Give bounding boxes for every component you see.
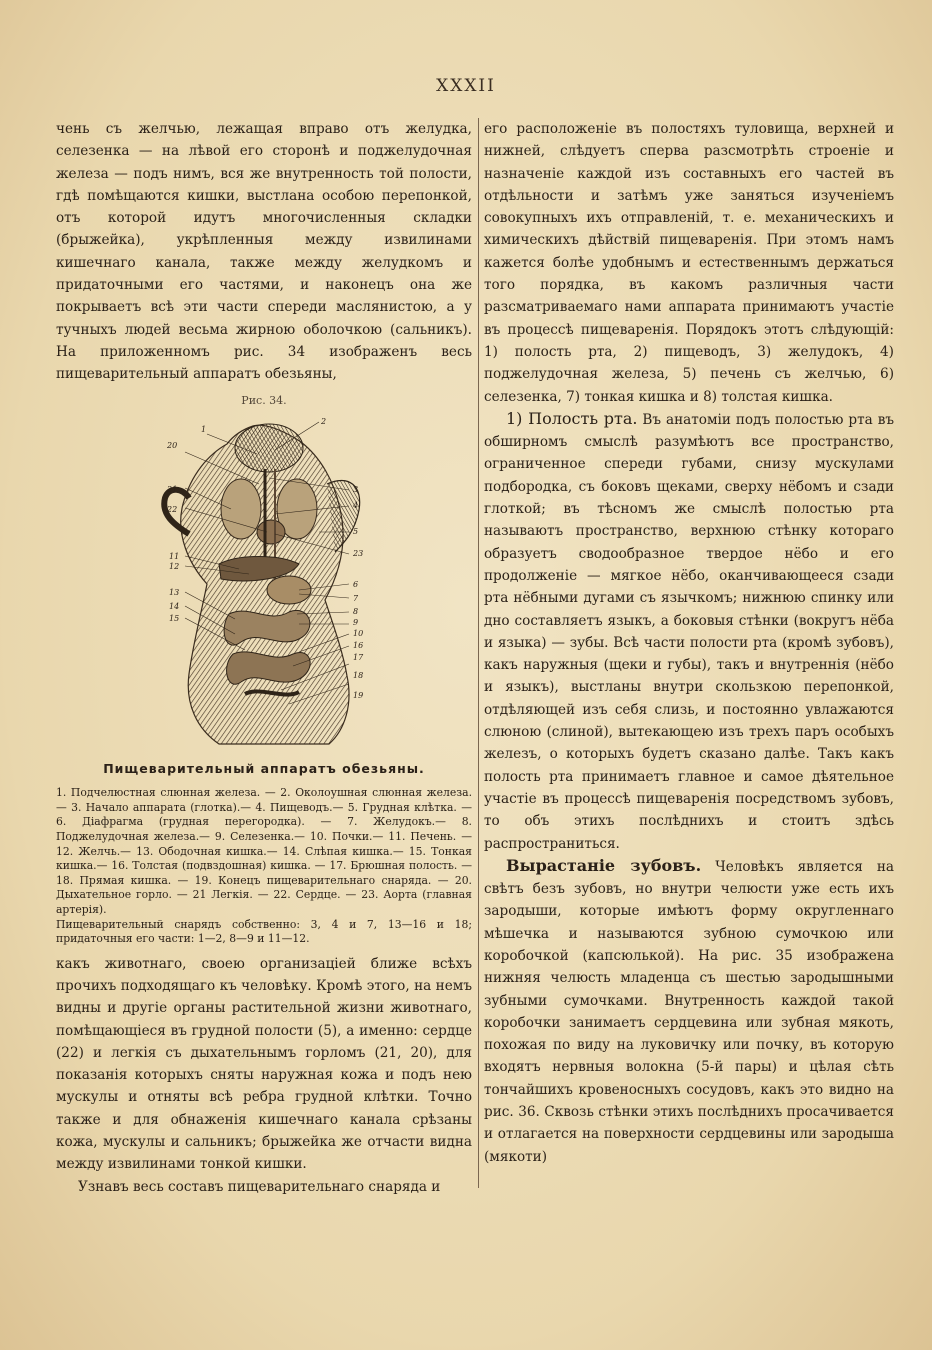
figure-number: 6	[353, 579, 359, 589]
figure-number: 11	[169, 551, 180, 561]
left-paragraph-1: чень съ желчью, лежащая вправо отъ желудка, селезенка — на лѣвой его сторонѣ и поджелудочная железа — подъ нимъ, вся же внутренность той полости, гдѣ помѣщаются кишки, выстлана особою перепонкой, отъ которой идутъ многочисленныя складки (брыжейка), укрѣпленныя между извилинами кишечнаго канала, также между желудкомъ и придаточными его частями, и наконецъ она же покрываетъ всѣ эти части спереди маслянистою, а у тучныхъ людей весьма жирною оболочкою (сальникъ). На приложенномъ рис. 34 изображенъ весь пищеварительный аппаратъ обезьяны,	[56, 121, 472, 383]
right-paragraph-2	[484, 408, 894, 855]
figure-number: 9	[353, 617, 359, 627]
figure-number: 3	[353, 484, 359, 494]
figure-number: 23	[353, 548, 364, 558]
section-heading-teeth: Вырастаніе зубовъ.	[506, 855, 702, 875]
figure-number: 16	[353, 640, 364, 650]
figure-number: 22	[167, 504, 178, 514]
figure-legend: 1. Подчелюстная слюнная железа. — 2. Околоушная слюнная железа.— 3. Начало аппарата (глотка).— 4. Пищеводъ.— 5. Грудная клѣтка. — 6. Діафрагма (грудная перегородка). — 7. Желудокъ.— 8. Поджелудочная железа.— 9. Селезенка.— 10. Почки.— 11. Печень. — 12. Желчь.— 13. Ободочная кишка.— 14. Слѣпая кишка.— 15. Тонкая кишка.— 16. Толстая (подвздошная) кишка. — 17. Брюшная полость. — 18. Прямая кишка. — 19. Конецъ пищеварительнаго снаряда. — 20. Дыхательное горло. — 21 Легкія. — 22. Сердце. — 23. Аорта (главная артерія).	[56, 786, 472, 916]
figure-number: 15	[169, 613, 180, 623]
figure-number: 13	[169, 587, 180, 597]
column-divider	[478, 118, 479, 1188]
right-paragraph-3	[484, 855, 894, 1168]
figure-number: 20	[167, 440, 178, 450]
figure-number: 17	[353, 652, 364, 662]
figure-number: 19	[353, 690, 364, 700]
left-paragraph-2: какъ животнаго, своею организаціей ближе всѣхъ прочихъ подходящаго къ человѣку. Кромѣ этого, на немъ видны и другіе органы растительной жизни животнаго, помѣщающіеся въ грудной полости (5), а именно: сердце (22) и легкія съ дыхательнымъ горломъ (21, 20), для показанія которыхъ сняты наружная кожа и подъ нею мускулы и отняты всѣ ребра грудной клѣтки. Точно также и для обнаженія кишечнаго канала срѣзаны кожа, мускулы и сальникъ; брыжейка же отчасти видна между извилинами тонкой кишки.	[56, 955, 472, 1173]
right-paragraph-3-text: Человѣкъ является на свѣтъ безъ зубовъ, но внутри челюсти уже есть ихъ зародыши, которые имѣютъ форму округленнаго мѣшечка и называются зубною сумочкою или коробочкой (капсюлькой). На рис. 35 изображена нижняя челюсть младенца съ шестью зародышными зубными сумочками. Внутренность каждой такой коробочки занимаетъ сердцевина или зубная мякоть, похожая по виду на луковичку или почку, въ которую входятъ нервныя волокна (5-й пары) и цѣлая сѣть тончайшихъ кровеносныхъ сосудовъ, какъ это видно на рис. 36. Сквозь стѣнки этихъ послѣднихъ просачивается и отлагается на поверхности сердцевины или зародыша (мякоти)	[484, 858, 895, 1165]
figure-number: 14	[169, 601, 180, 611]
page-number: XXXII	[436, 76, 496, 96]
figure-number: 4	[353, 500, 359, 510]
figure-number: 7	[353, 593, 359, 603]
figure-number: 12	[169, 561, 180, 571]
figure-number: 18	[353, 670, 364, 680]
right-paragraph-1: его расположеніе въ полостяхъ туловища, верхней и нижней, слѣдуетъ сперва разсмотрѣть строеніе и назначеніе каждой изъ составныхъ его частей въ отдѣльности и затѣмъ уже заняться изученіемъ совокупныхъ ихъ отправленій, т. е. механическихъ и химическихъ дѣйствій пищеваренія. При этомъ намъ кажется болѣе удобнымъ и естественнымъ держаться того порядка, въ какомъ различныя части разсматриваемаго нами аппарата принимаютъ участіе въ процессѣ пищеваренія. Порядокъ этотъ слѣдующій: 1) полость рта, 2) пищеводъ, 3) желудокъ, 4) поджелудочная железа, 5) печень съ желчью, 6) селезенка, 7) тонкая кишка и 8) толстая кишка.	[484, 121, 894, 405]
figure-number: 5	[353, 526, 359, 536]
figure-number: 8	[353, 606, 359, 616]
right-paragraph-2-text: Въ анатоміи подъ полостью рта въ обширномъ смыслѣ разумѣютъ все пространство, ограниченное спереди губами, снизу мускулами подбородка, съ боковъ щеками, сверху нёбомъ и сзади глоткой; въ тѣсномъ же смыслѣ полостью рта называютъ пространство, верхнюю стѣнку котораго образуетъ сводообразное твердое нёбо и его продолженіе — мягкое нёбо, оканчивающееся сзади рта нёбными дугами съ язычкомъ; нижнюю спинку или дно составляетъ языкъ, а боковыя стѣнки (вокругъ нёба и языка) — зубы. Всѣ части полости рта (кромѣ зубовъ), какъ наружныя (щеки и губы), такъ и внутреннія (нёбо и языкъ), выстланы внутри скользкою перепонкой, отдѣляющей изъ себя слизь, и постоянно увлажаются слюною (слиной), вытекающею изъ трехъ паръ особыхъ железъ, о которыхъ будетъ сказано далѣе. Такъ какъ полость рта принимаетъ главное и самое дѣятельное участіе въ процессѣ пищеваренія посредствомъ зубовъ, то объ этихъ послѣднихъ и стоитъ здѣсь распространиться.	[484, 411, 894, 852]
figure-label: Рис. 34.	[241, 393, 287, 407]
left-paragraph-3: Узнавъ весь составъ пищеварительнаго снаряда и	[78, 1178, 441, 1195]
figure-title: Пищеварительный аппаратъ обезьяны.	[103, 760, 425, 776]
figure-number: 2	[321, 416, 327, 426]
figure-number: 21	[167, 484, 178, 494]
figure-34	[56, 390, 472, 947]
figure-number: 1	[201, 424, 207, 434]
figure-legend-note: Пищеварительный снарядъ собственно: 3, 4 и 7, 13—16 и 18; придаточныя его части: 1—2, 8—9 и 11—12.	[56, 917, 472, 946]
figure-number: 10	[353, 628, 364, 638]
section-heading-mouth: 1) Полость рта.	[506, 408, 638, 428]
monkey-digestive-illustration	[149, 414, 379, 752]
right-column	[484, 118, 894, 1168]
left-column	[56, 118, 472, 1198]
